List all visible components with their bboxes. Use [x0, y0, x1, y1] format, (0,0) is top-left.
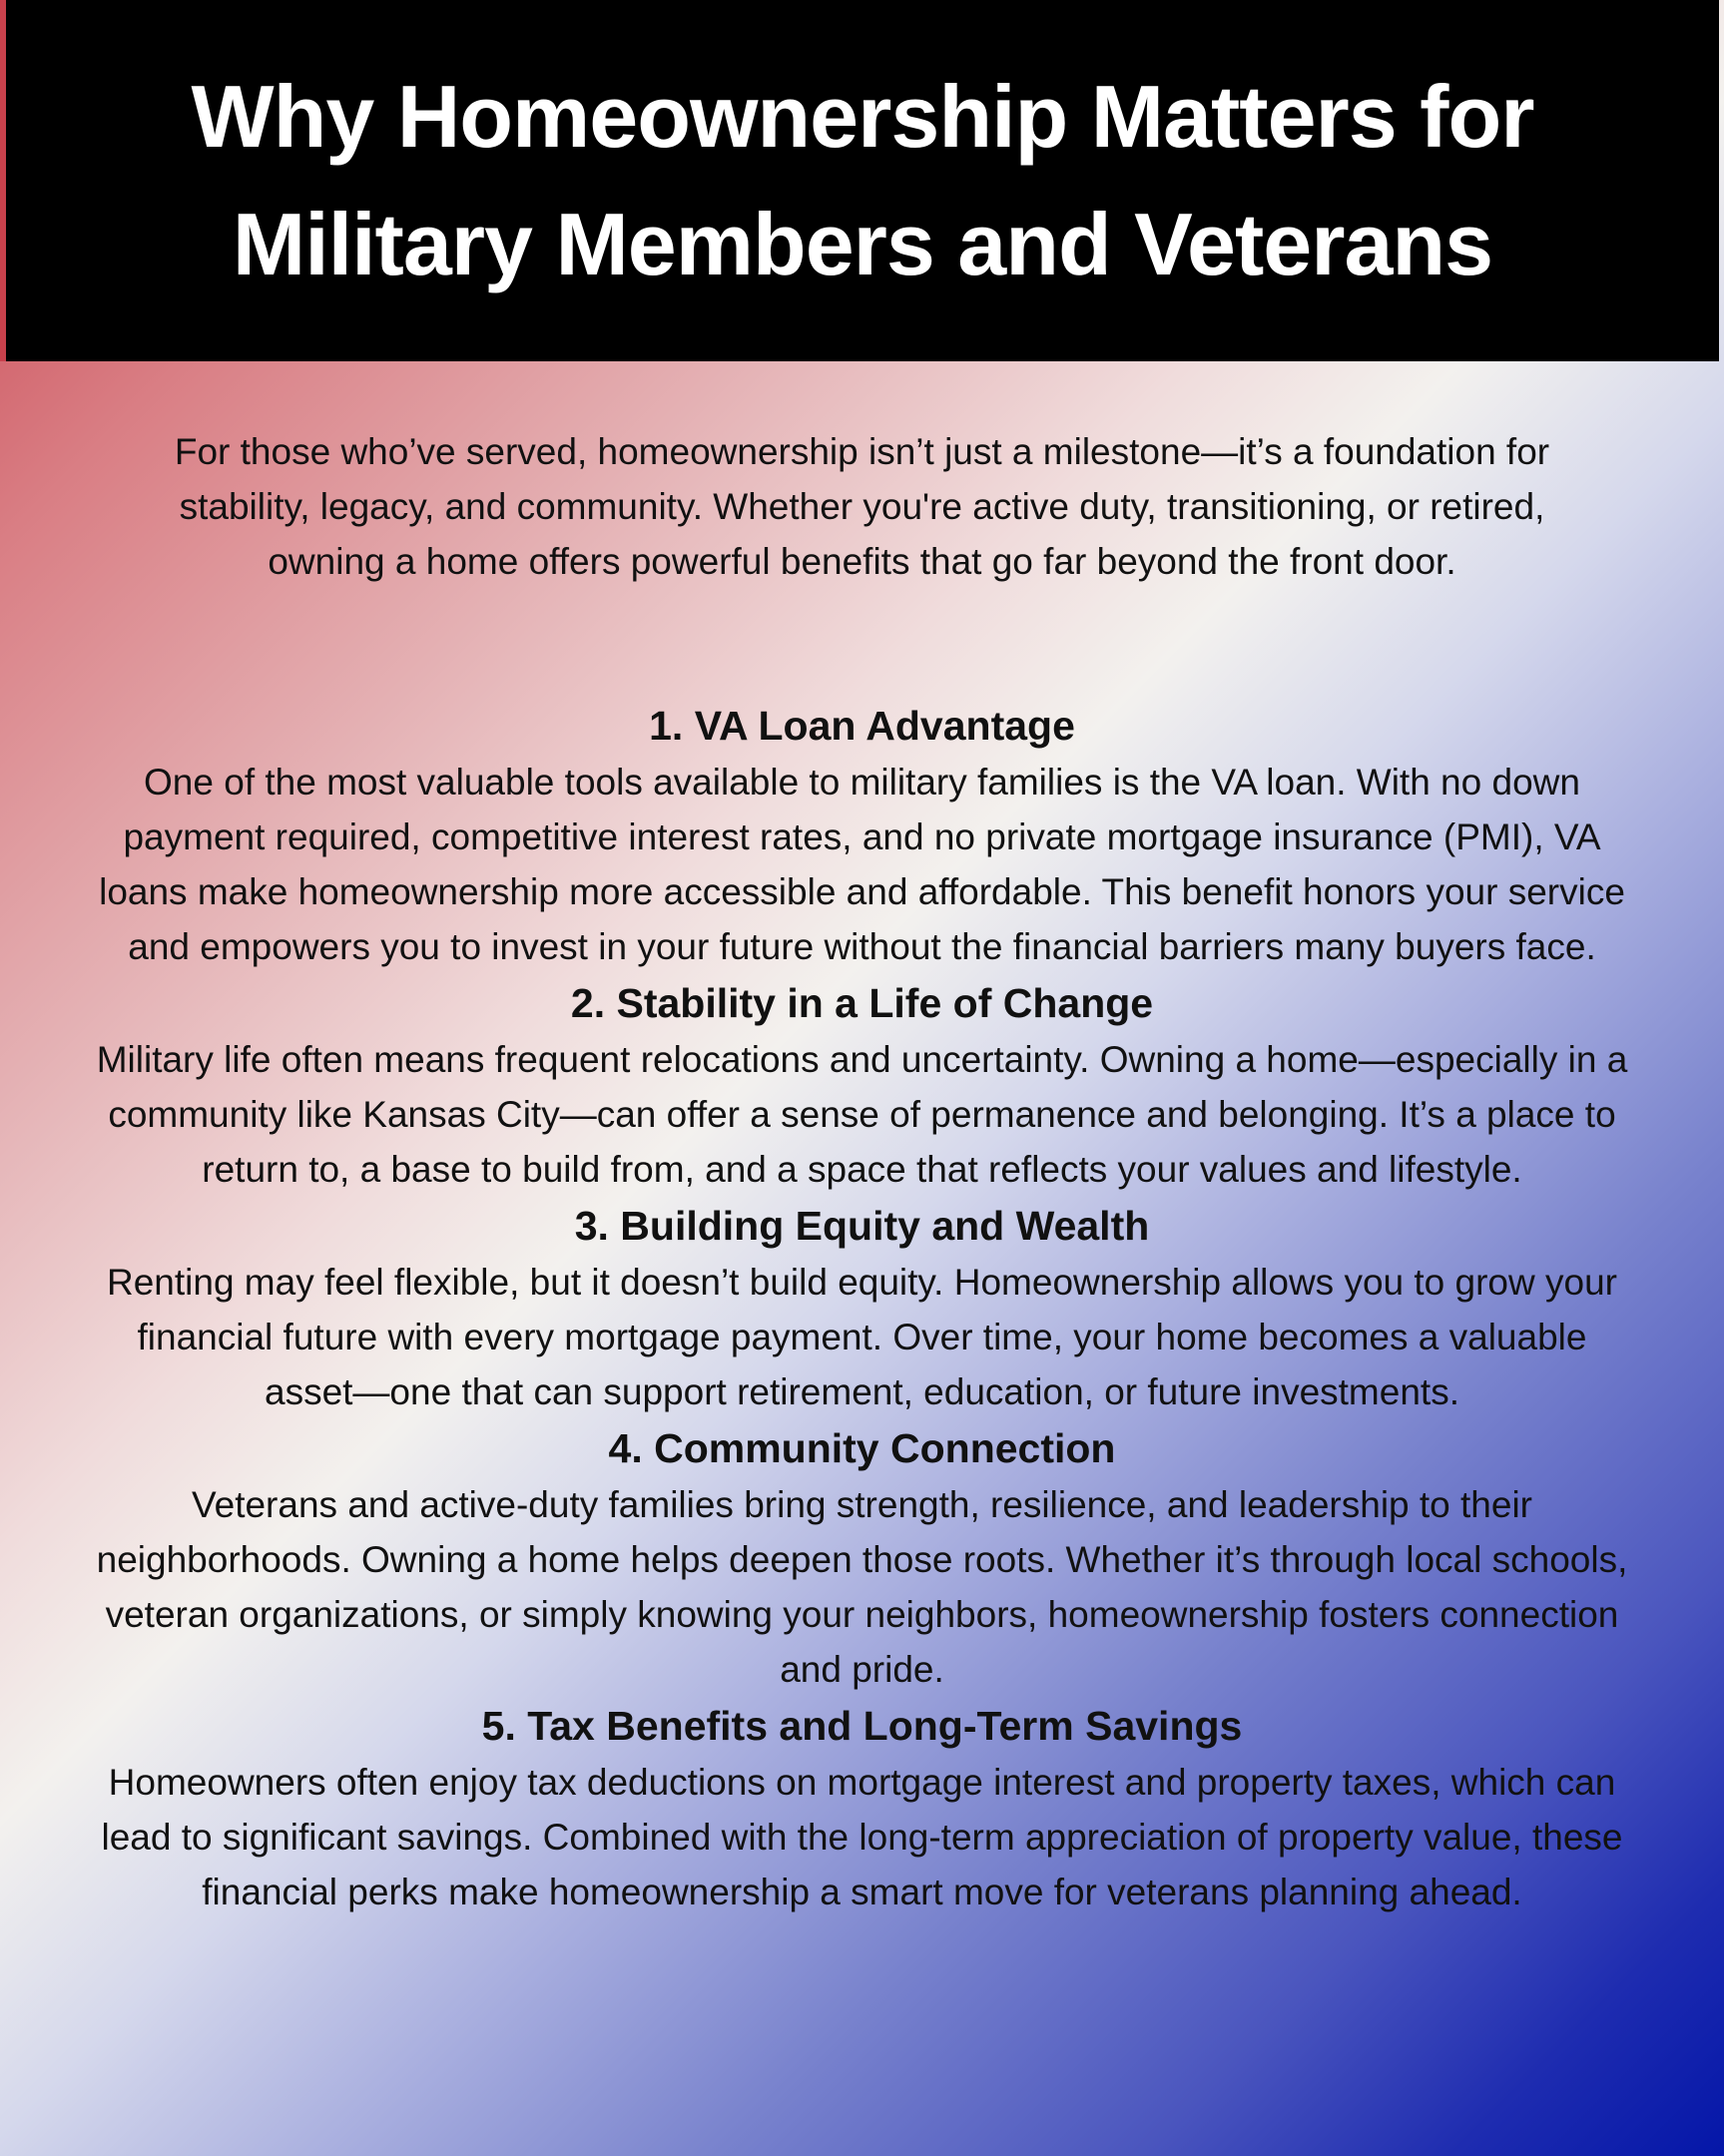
section-body: Homeowners often enjoy tax deductions on mortgage interest and property taxes, which can lead to significant savings. Combined with the long-term appreciation of property value, these financial perks make homeownership a smart move for veterans planning ahead. — [101, 1762, 1623, 1912]
section-title: 1. VA Loan Advantage — [649, 703, 1075, 749]
title-banner — [6, 0, 1719, 361]
section-title: 5. Tax Benefits and Long-Term Savings — [481, 1703, 1243, 1749]
section-body: Military life often means frequent relocations and uncertainty. Owning a home—especially in a community like Kansas City—can offer a sense of permanence and belonging. It’s a place to return to, a base to build from, and a space that reflects your values and lifestyle. — [96, 1039, 1628, 1190]
section-body: One of the most valuable tools available to military families is the VA loan. With no down payment required, competitive interest rates, and no private mortgage insurance (PMI), VA loans make homeownership more accessible and affordable. This benefit honors your service and empowers you to invest in your future without the financial barriers many buyers face. — [99, 762, 1625, 967]
section-community — [90, 1419, 1634, 1697]
page-title — [192, 53, 1534, 308]
section-tax-benefits — [90, 1697, 1634, 1919]
section-equity — [90, 1197, 1634, 1419]
section-stability — [90, 974, 1634, 1197]
section-title: 3. Building Equity and Wealth — [574, 1203, 1150, 1249]
section-body: Veterans and active-duty families bring strength, resilience, and leadership to their neighborhoods. Owning a home helps deepen those roots. Whether it’s through local schools, veteran organizations, or simply knowing your neighbors, homeownership fosters connection and pride. — [96, 1484, 1628, 1690]
page-title-line-1: Why Homeownership Matters for — [191, 67, 1534, 166]
section-title: 2. Stability in a Life of Change — [570, 980, 1154, 1026]
article-content — [90, 424, 1634, 1919]
page-title-line-2: Military Members and Veterans — [232, 195, 1493, 293]
section-body: Renting may feel flexible, but it doesn’t build equity. Homeownership allows you to grow your financial future with every mortgage payment. Over time, your home becomes a valuable asset—one that can support retirement, education, or future investments. — [107, 1262, 1617, 1412]
section-title: 4. Community Connection — [608, 1425, 1116, 1471]
section-va-loan — [90, 697, 1634, 974]
intro-paragraph: For those who’ve served, homeownership isn’t just a milestone—it’s a foundation for stability, legacy, and community. Whether you're active duty, transitioning, or retired, owning a home offers powerful benefits that go far beyond the front door. — [174, 431, 1550, 582]
